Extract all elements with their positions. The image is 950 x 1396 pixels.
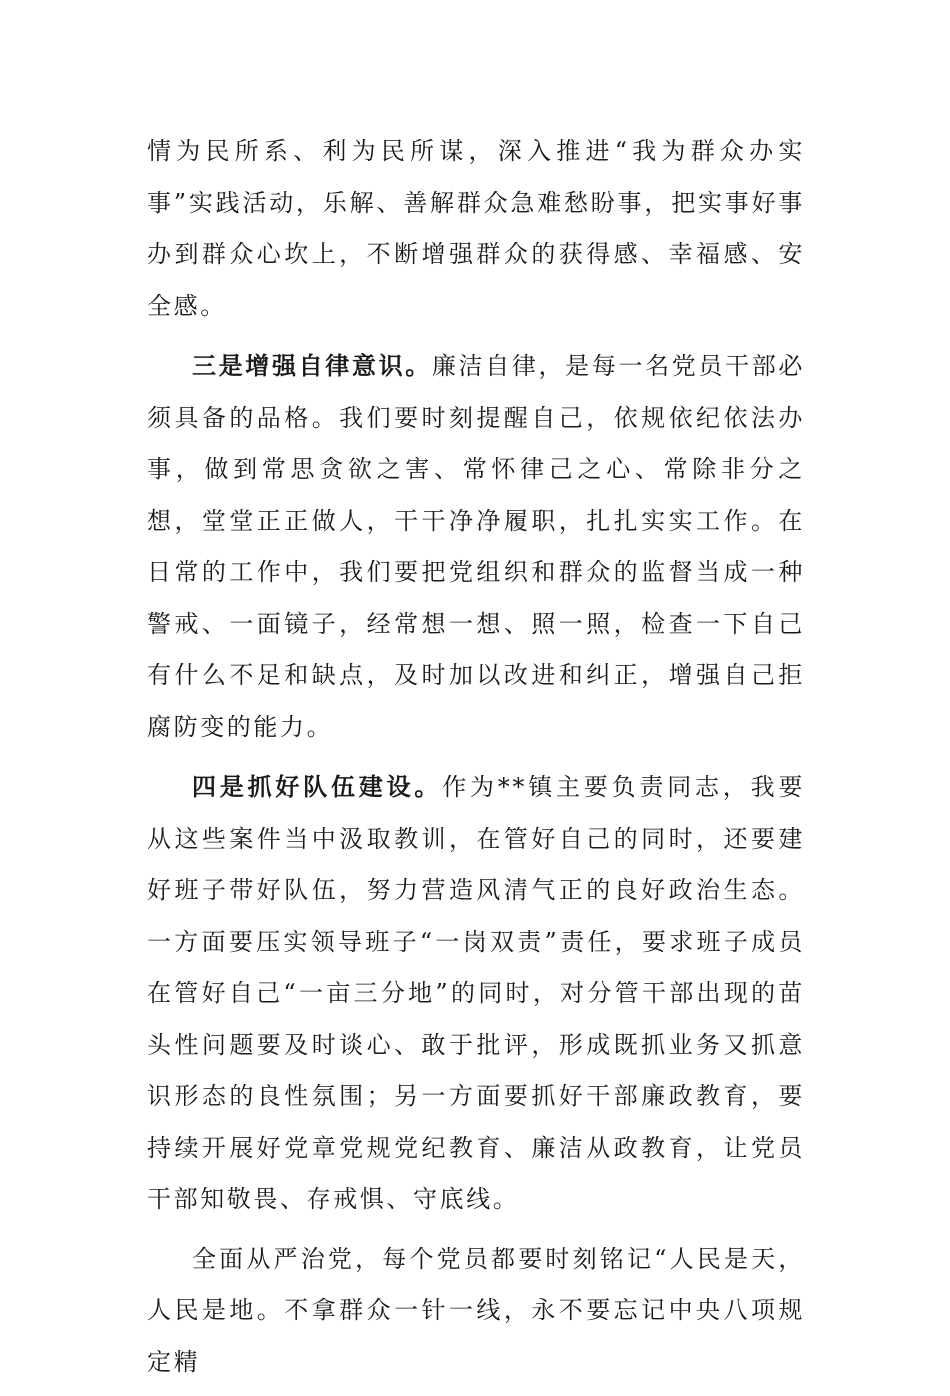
paragraph-heading: 三是增强自律意识。 — [192, 351, 432, 380]
paragraph-text: 作为**镇主要负责同志，我要从这些案件当中汲取教训，在管好自己的同时，还要建好班子带好队伍，努力营造风清气正的良好政治生态。一方面要压实领导班子“一岗双责”责任，要求班子成员在管好自己“一亩三分地”的同时，对分管干部出现的苗头性问题要及时谈心、敢于批评，形成既抓业务又抓意识形态的良性氛围；另一方面要抓好干部廉政教育，要持续开展好党章党规党纪教育、廉洁从政教育，让党员干部知敬畏、存戒惧、守底线。 — [147, 773, 805, 1213]
paragraph-self-discipline — [147, 340, 805, 753]
paragraph-conclusion — [147, 1234, 805, 1389]
paragraph-heading: 四是抓好队伍建设。 — [192, 772, 443, 801]
paragraph-text: 全面从严治党，每个党员都要时刻铭记“人民是天，人民是地。不拿群众一针一线，永不要忘记中央八项规定精 — [147, 1244, 805, 1376]
paragraph-team-building — [147, 761, 805, 1226]
paragraph-continuation — [147, 126, 805, 332]
paragraph-text: 情为民所系、利为民所谋，深入推进“我为群众办实事”实践活动，乐解、善解群众急难愁盼事，把实事好事办到群众心坎上，不断增强群众的获得感、幸福感、安全感。 — [147, 137, 805, 320]
body-text — [147, 126, 805, 1396]
paragraph-text: 廉洁自律，是每一名党员干部必须具备的品格。我们要时刻提醒自己，依规依纪依法办事，做到常思贪欲之害、常怀律己之心、常除非分之想，堂堂正正做人，干干净净履职，扎扎实实工作。在日常的工作中，我们要把党组织和群众的监督当成一种警戒、一面镜子，经常想一想、照一照，检查一下自己有什么不足和缺点，及时加以改进和纠正，增强自己拒腐防变的能力。 — [147, 352, 805, 741]
